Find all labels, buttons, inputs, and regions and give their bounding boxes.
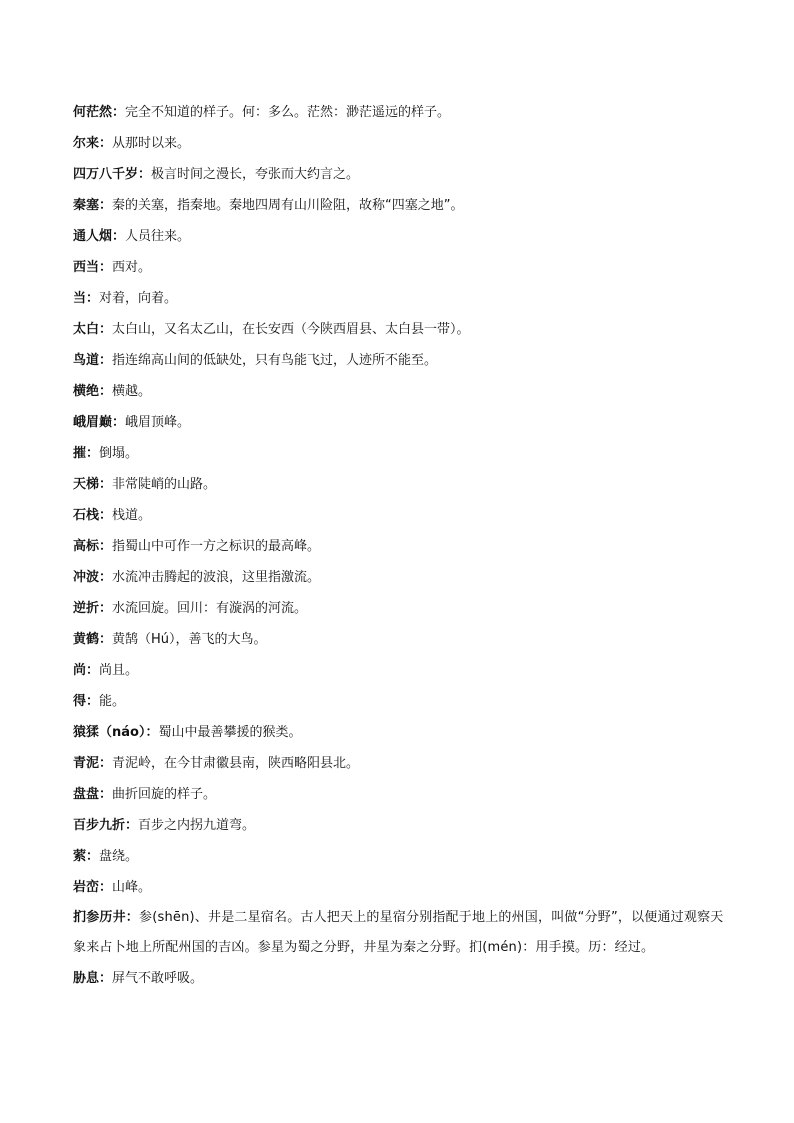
glossary-definition: 秦的关塞，指秦地。秦地四周有山川险阻，故称“四塞之地”。 <box>112 198 464 213</box>
glossary-definition: 太白山，又名太乙山，在长安西（今陕西眉县、太白县一带）。 <box>112 322 470 337</box>
glossary-definition: 指连绵高山间的低缺处，只有鸟能飞过，人迹所不能至。 <box>112 353 438 368</box>
glossary-term: 扪参历井： <box>73 910 140 925</box>
glossary-term: 盘盘： <box>73 787 113 802</box>
glossary-entry <box>73 810 733 841</box>
glossary-entry <box>73 97 733 128</box>
glossary-definition: 对着，向着。 <box>99 291 178 306</box>
glossary-entry <box>73 500 733 531</box>
glossary-definition: 曲折回旋的样子。 <box>112 787 217 802</box>
glossary-term: 何茫然： <box>73 105 126 120</box>
glossary-definition: 非常陡峭的山路。 <box>112 477 217 492</box>
glossary-entry <box>73 128 733 159</box>
glossary-term: 冲波： <box>73 570 113 585</box>
glossary-entry <box>73 221 733 252</box>
glossary-definition: 青泥岭，在今甘肃徽县南，陕西略阳县北。 <box>112 756 360 771</box>
glossary-term: 西当： <box>73 260 113 275</box>
glossary-definition: 峨眉顶峰。 <box>125 415 191 430</box>
glossary-list <box>73 97 733 994</box>
glossary-definition: 尚且。 <box>99 663 139 678</box>
glossary-term: 天梯： <box>73 477 113 492</box>
glossary-term: 鸟道： <box>73 353 113 368</box>
glossary-term: 黄鹤： <box>73 632 113 647</box>
glossary-term: 四万八千岁： <box>73 167 152 182</box>
glossary-term: 逆折： <box>73 601 113 616</box>
glossary-term: 得： <box>73 694 100 709</box>
glossary-entry <box>73 963 733 994</box>
glossary-definition: 水流回旋。回川：有漩涡的河流。 <box>112 601 308 616</box>
glossary-term: 当： <box>73 291 100 306</box>
glossary-term: 石栈： <box>73 508 113 523</box>
glossary-entry <box>73 562 733 593</box>
glossary-definition: 百步之内拐九道弯。 <box>138 818 256 833</box>
glossary-entry <box>73 252 733 283</box>
glossary-entry <box>73 748 733 779</box>
glossary-term: 岩峦： <box>73 880 113 895</box>
glossary-definition: 倒塌。 <box>99 446 139 461</box>
glossary-definition: 蜀山中最善攀援的猴类。 <box>158 725 302 740</box>
glossary-entry <box>73 686 733 717</box>
glossary-definition: 水流冲击腾起的波浪，这里指激流。 <box>112 570 321 585</box>
glossary-entry <box>73 345 733 376</box>
glossary-term: 尚： <box>73 663 100 678</box>
glossary-entry <box>73 283 733 314</box>
glossary-entry <box>73 438 733 469</box>
glossary-definition: 参(shēn)、井是二星宿名。古人把天上的星宿分别指配于地上的州国，叫做“分野”，以便通过观察天象来占卜地上所配州国的吉凶。参星为蜀之分野，井星为秦之分野。扪(mén)：用手摸。历：经过。 <box>73 910 724 955</box>
glossary-term: 胁息： <box>73 971 113 986</box>
glossary-term: 太白： <box>73 322 113 337</box>
glossary-term: 百步九折： <box>73 818 139 833</box>
glossary-term: 峨眉巅： <box>73 415 126 430</box>
glossary-definition: 栈道。 <box>112 508 152 523</box>
glossary-entry <box>73 314 733 345</box>
glossary-entry <box>73 779 733 810</box>
glossary-definition: 从那时以来。 <box>112 136 191 151</box>
glossary-definition: 能。 <box>99 694 126 709</box>
glossary-term: 萦： <box>73 849 100 864</box>
glossary-entry <box>73 407 733 438</box>
glossary-term: 秦塞： <box>73 198 113 213</box>
glossary-term: 尔来： <box>73 136 113 151</box>
glossary-entry <box>73 593 733 624</box>
glossary-entry <box>73 872 733 903</box>
glossary-entry <box>73 469 733 500</box>
glossary-term: 青泥： <box>73 756 113 771</box>
glossary-definition: 山峰。 <box>112 880 152 895</box>
glossary-entry <box>73 655 733 686</box>
glossary-definition: 西对。 <box>112 260 152 275</box>
glossary-entry <box>73 903 733 963</box>
glossary-term: 猿猱（náo）： <box>73 725 159 740</box>
glossary-entry <box>73 717 733 748</box>
glossary-entry <box>73 531 733 562</box>
glossary-definition: 人员往来。 <box>125 229 191 244</box>
glossary-entry <box>73 841 733 872</box>
glossary-term: 高标： <box>73 539 113 554</box>
glossary-term: 通人烟： <box>73 229 126 244</box>
glossary-definition: 盘绕。 <box>99 849 139 864</box>
glossary-definition: 极言时间之漫长，夸张而大约言之。 <box>151 167 360 182</box>
glossary-entry <box>73 376 733 407</box>
glossary-term: 摧： <box>73 446 100 461</box>
glossary-term: 横绝： <box>73 384 113 399</box>
glossary-entry <box>73 159 733 190</box>
glossary-definition: 黄鹄（Hú），善飞的大鸟。 <box>112 632 267 647</box>
glossary-definition: 屏气不敢呼吸。 <box>112 971 204 986</box>
glossary-definition: 横越。 <box>112 384 152 399</box>
glossary-entry <box>73 624 733 655</box>
glossary-definition: 完全不知道的样子。何：多么。茫然：渺茫遥远的样子。 <box>125 105 451 120</box>
glossary-entry <box>73 190 733 221</box>
glossary-definition: 指蜀山中可作一方之标识的最高峰。 <box>112 539 321 554</box>
